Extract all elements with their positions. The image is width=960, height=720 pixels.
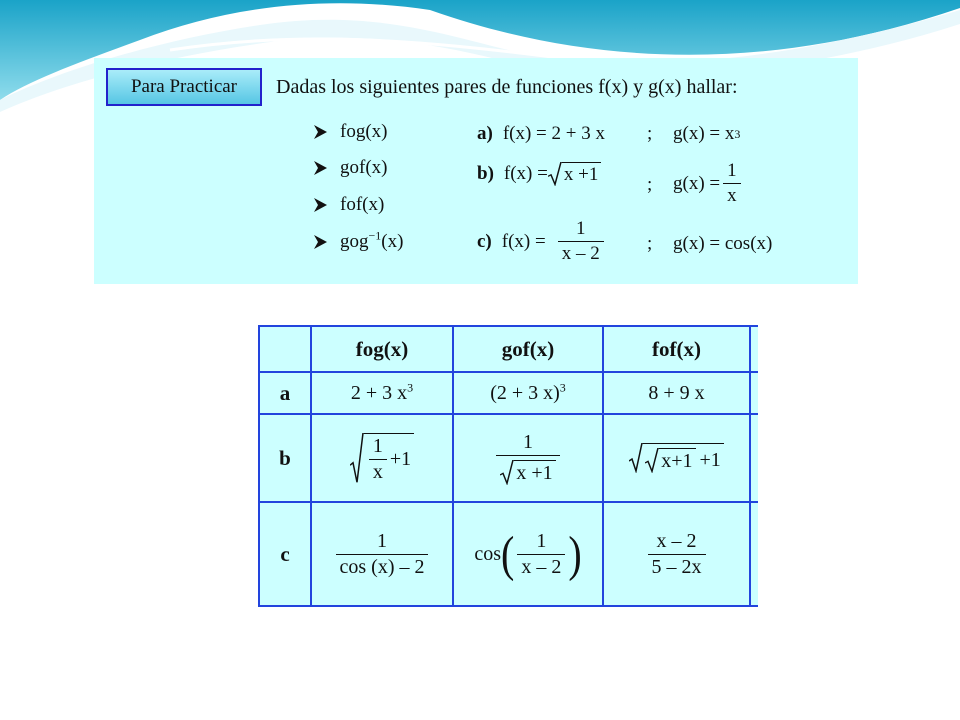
arrow-bullet-icon <box>312 124 328 140</box>
pair-b <box>477 162 601 186</box>
table-edge <box>750 326 758 372</box>
pair-g: g(x) = $\frac{1}{x}$ <box>673 160 744 207</box>
practice-prompt: Dadas los siguientes pares de funciones f(x) y g(x) hallar: <box>276 76 738 98</box>
header-gof: gof(x) <box>453 326 603 372</box>
arrow-bullet-icon <box>312 197 328 213</box>
right-paren: ) <box>568 525 582 582</box>
operation-label: fog(x) <box>340 121 388 142</box>
pair-key: a) <box>477 123 493 144</box>
table-row <box>259 502 758 606</box>
pair-key: b) <box>477 163 494 184</box>
operation-label: fof(x) <box>340 194 385 215</box>
table-row <box>259 414 758 502</box>
operation-item <box>312 193 384 217</box>
pair-separator: ; <box>647 123 653 144</box>
row-key: b <box>259 414 311 502</box>
operation-item <box>312 230 403 254</box>
pair-key: c) <box>477 230 492 252</box>
pair-separator: ; <box>647 233 653 254</box>
operation-label: gof(x) <box>340 157 388 178</box>
cell-a-fof: 8 + 9 x <box>603 372 750 414</box>
sqrt-expression: $\frac{1}{x}$ +1 <box>350 433 414 484</box>
cell-b-fog <box>311 414 453 502</box>
cell-c-gof: cos ( $\frac{1}{x - 2}$ ) <box>453 502 603 606</box>
table-row <box>259 372 758 414</box>
header-fof: fof(x) <box>603 326 750 372</box>
cell-a-fog: 2 + 3 $x^3$ <box>311 372 453 414</box>
left-paren: ( <box>501 525 515 582</box>
cell-a-gof: (2 + 3 x)$^3$ <box>453 372 603 414</box>
practice-tag: Para Practicar <box>106 68 262 106</box>
operation-item <box>312 120 387 144</box>
arrow-bullet-icon <box>312 160 328 176</box>
pair-g: g(x) = cos(x) <box>673 233 773 254</box>
results-table <box>258 325 758 607</box>
cell-b-gof: $\frac{1}{x +1}$ <box>453 414 603 502</box>
sqrt-expression: x+1 +1 <box>629 443 724 473</box>
sqrt-expression: x +1 <box>500 460 555 485</box>
row-key: c <box>259 502 311 606</box>
pair-f-prefix: f(x) = <box>501 230 546 252</box>
sqrt-expression: x +1 <box>548 162 601 186</box>
row-key: a <box>259 372 311 414</box>
operation-item <box>312 156 387 180</box>
cell-c-fof: $\frac{x - 2}{5 - 2x}$ <box>603 502 750 606</box>
pair-g: g(x) = x 3 <box>673 123 741 144</box>
pair-f: f(x) = 2 + 3 x <box>502 123 605 144</box>
pair-a <box>477 123 605 145</box>
cell-b-fof <box>603 414 750 502</box>
header-corner <box>259 326 311 372</box>
table-header-row <box>259 326 758 372</box>
header-fog: fog(x) <box>311 326 453 372</box>
operation-label: gog$^{-1}$(x) <box>340 228 404 252</box>
cell-c-fog: $\frac{1}{\cos (x) - 2}$ <box>311 502 453 606</box>
pair-c: c) f(x) = $\frac{1}{x - 2}$ <box>477 218 607 265</box>
practice-panel <box>94 58 858 284</box>
pair-separator: ; <box>647 174 653 195</box>
pair-f-prefix: f(x) = <box>503 163 548 184</box>
arrow-bullet-icon <box>312 234 328 250</box>
